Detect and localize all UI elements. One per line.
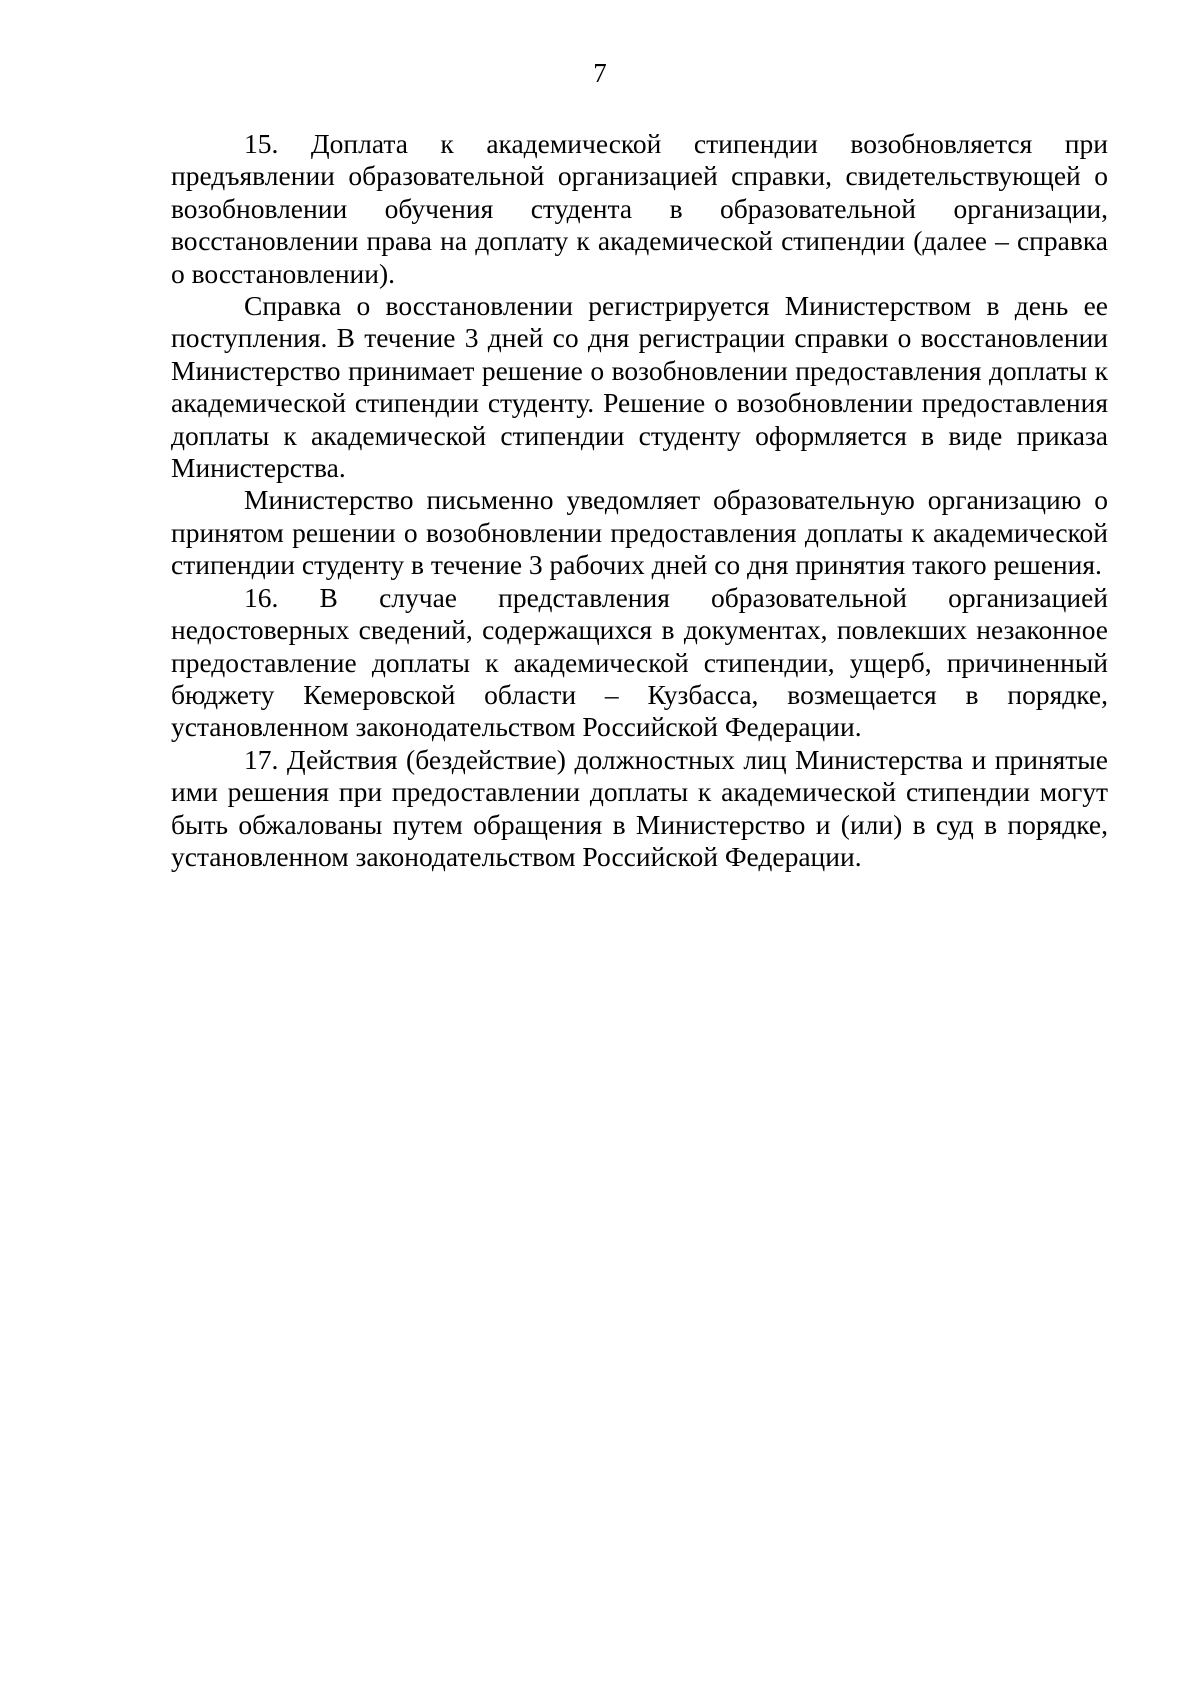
- page-number: 7: [593, 58, 607, 88]
- paragraph-notification: Министерство письменно уведомляет образовательную организацию о принятом решении о возобновлении предоставления доплаты к академической стипендии студенту в течение 3 рабочих дней со дня принятия такого решения.: [171, 484, 1108, 581]
- paragraph-16: 16. В случае представления образовательной организацией недостоверных сведений, содержащихся в документах, повлекших незаконное предоставление доплаты к академической стипендии, ущерб, причиненный бюджету Кемеровской области – Кузбасса, возмещается в порядке, установленном законодательством Российской Федерации.: [171, 581, 1108, 743]
- paragraph-registration: Справка о восстановлении регистрируется Министерством в день ее поступления. В течение 3 дней со дня регистрации справки о восстановлении Министерство принимает решение о возобновлении предоставления доплаты к академической стипендии студенту. Решение о возобновлении предоставления доплаты к академической стипендии студенту оформляется в виде приказа Министерства.: [171, 290, 1108, 484]
- paragraph-17: 17. Действия (бездействие) должностных лиц Министерства и принятые ими решения при предоставлении доплаты к академической стипендии могут быть обжалованы путем обращения в Министерство и (или) в суд в порядке, установленном законодательством Российской Федерации.: [171, 743, 1108, 872]
- document-body: [171, 128, 1108, 873]
- paragraph-15: 15. Доплата к академической стипендии возобновляется при предъявлении образовательной организацией справки, свидетельствующей о возобновлении обучения студента в образовательной организации, восстановлении права на доплату к академической стипендии (далее – справка о восстановлении).: [171, 128, 1108, 289]
